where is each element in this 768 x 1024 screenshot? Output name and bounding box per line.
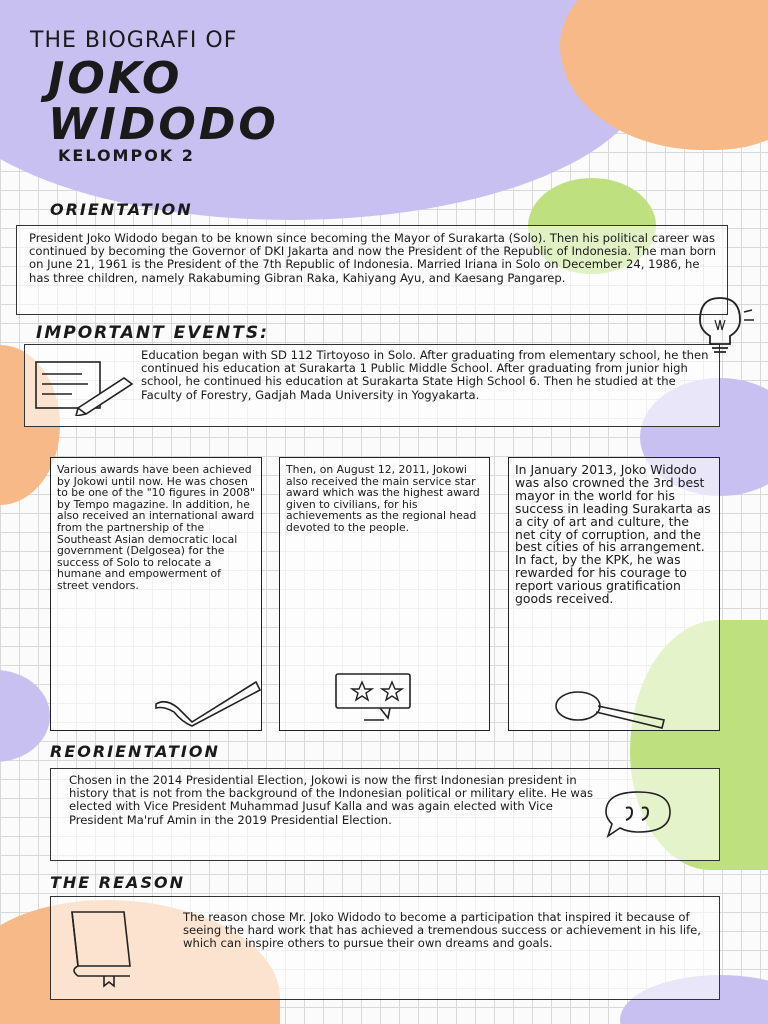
checkmark-icon: [152, 678, 262, 728]
event-column-2-text: Then, on August 12, 2011, Jokowi also received the main service star award which was the highest award given to civilians, for his achievements as the regional head devoted to the people.: [286, 463, 480, 534]
magnifier-icon: [552, 690, 692, 734]
important-events-intro: Education began with SD 112 Tirtoyoso in Solo. After graduating from elementary school, he then continued his education at Surakarta 1 Public Middle School. After graduating from junior high school, he continued his education at Surakarta State High School 6. Then he studied at the Faculty of Forestry, Gadjah Mada University in Yogyakarta.: [141, 348, 709, 402]
pretitle: THE BIOGRAFI OF: [30, 28, 238, 53]
event-column-1-text: Various awards have been achieved by Jokowi until now. He was chosen to be one of the "10 figures in 2008" by Tempo magazine. In addition, he also received an international award from the partnership of the Southeast Asian democratic local government (Delgosea) for the success of Solo to relocate a humane and empowerment of street vendors.: [57, 463, 255, 592]
pencil-paper-icon: [32, 356, 142, 416]
reorientation-text: Chosen in the 2014 Presidential Election, Jokowi is now the first Indonesian president in history that is not from the background of the Indonesian political or military elite. He was elected with Vice President Muhammad Jusuf Kalla and was again elected with Vice President Ma'ruf Amin in the 2019 Presidential Election.: [69, 773, 594, 827]
important-events-heading: IMPORTANT EVENTS:: [36, 323, 269, 343]
lightbulb-icon: [680, 290, 760, 360]
event-column-3-text: In January 2013, Joko Widodo was also crowned the 3rd best mayor in the world for his success in leading Surakarta as a city of art and culture, the net city of corruption, and the best cities of his arrangement. In fact, by the KPK, he was rewarded for his courage to report various gratification goods received.: [515, 462, 711, 607]
orientation-text: President Joko Widodo began to be known since becoming the Mayor of Surakarta (Solo). Then his political career was continued by becoming the Governor of DKI Jakarta and now the President of the Republic of Indonesia. The man born on June 21, 1961 is the President of the 7th Republic of Indonesia. Married Iriana in Solo on December 24, 1986, he has three children, namely Rakabuming Gibran Raka, Kahiyang Ayu, and Kaesang Pangarep.: [29, 231, 716, 285]
reorientation-heading: REORIENTATION: [50, 742, 220, 761]
page-title: [48, 53, 279, 150]
book-icon: [64, 906, 144, 988]
reason-text: The reason chose Mr. Joko Widodo to become a participation that inspired it because of seeing the hard work that has achieved a tremendous success or achievement in his life, which can inspire others to pursue their own dreams and goals.: [183, 910, 701, 951]
orientation-box: [16, 225, 728, 315]
orientation-heading: ORIENTATION: [50, 200, 193, 219]
title-line-2: WIDODO: [48, 99, 279, 150]
quote-bubble-icon: [598, 786, 678, 846]
reason-heading: THE REASON: [50, 873, 185, 892]
star-speech-bubble-icon: [334, 672, 414, 722]
title-line-1: JOKO: [48, 53, 183, 104]
lavender-blob-left-mid: [0, 670, 50, 762]
reason-box: [50, 896, 720, 1000]
group-label: KELOMPOK 2: [58, 146, 195, 165]
